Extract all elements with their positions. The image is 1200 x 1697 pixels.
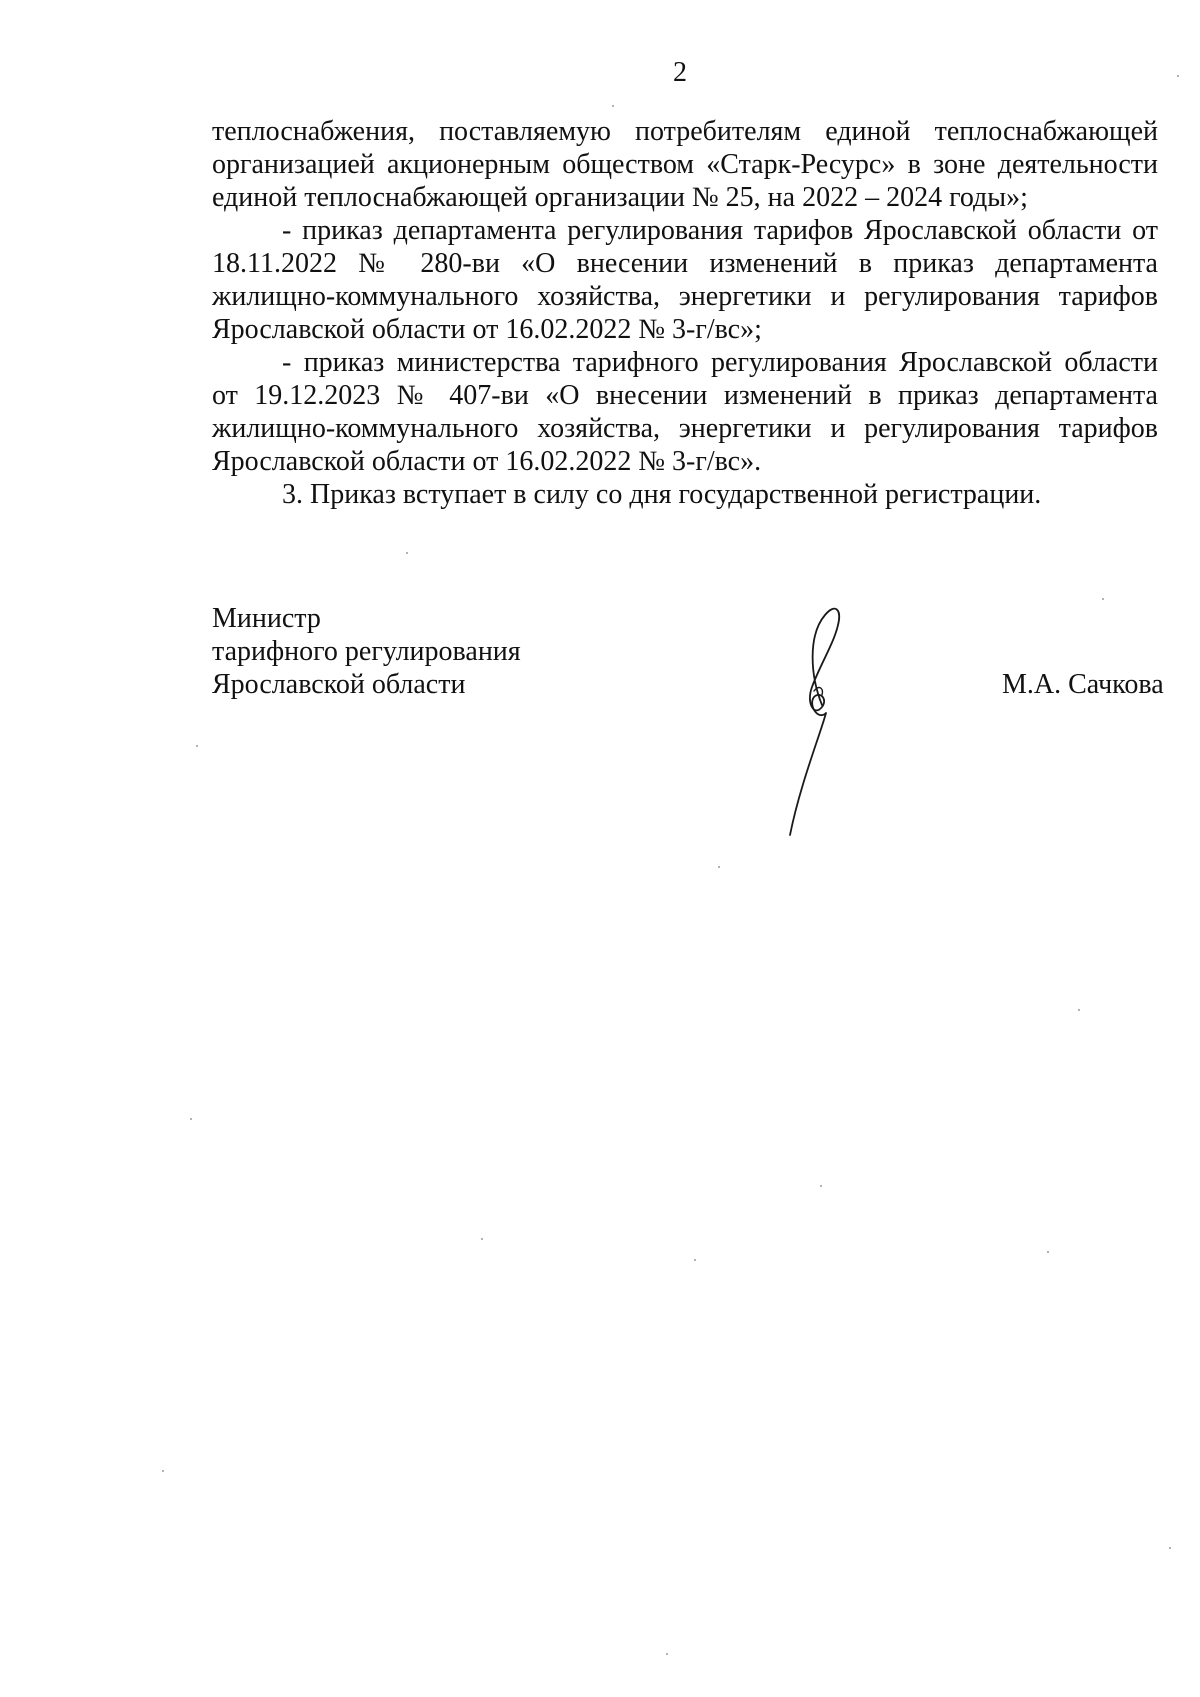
signer-title [212,602,632,701]
scan-speck [406,552,408,554]
paragraph-order-407: - приказ министерства тарифного регулирования Ярославской области от 19.12.2023 № 407-ви «О внесении изменений в приказ департамента жилищно-коммунального хозяйства, энергетики и регулирования тарифов Ярославской области от 16.02.2022 № 3-г/вс». [212,347,1158,477]
paragraph-continuation: теплоснабжения, поставляемую потребителям единой теплоснабжающей организацией акционерным обществом «Старк-Ресурс» в зоне деятельности единой теплоснабжающей организации № 25, на 2022 – 2024 годы»; [212,116,1158,213]
signer-title-line: Министр [212,603,321,634]
scan-speck [196,745,198,747]
scan-speck [1047,1251,1049,1253]
scan-speck [694,1259,696,1261]
scan-speck [481,1238,483,1240]
paragraph-order-280: - приказ департамента регулирования тарифов Ярославской области от 18.11.2022 № 280-ви «О внесении изменений в приказ департамента жилищно-коммунального хозяйства, энергетики и регулирования тарифов Ярославской области от 16.02.2022 № 3-г/вс»; [212,215,1158,345]
page-number [0,56,1200,90]
scan-speck [1078,1009,1080,1011]
signer-title-line: Ярославской области [212,669,466,700]
scan-speck [1169,1547,1171,1549]
scan-speck [162,1470,164,1472]
signer-name: М.А. Сачкова [1002,669,1164,700]
scan-speck [718,866,720,868]
scan-speck [1102,598,1104,600]
scan-speck [190,1118,192,1120]
scan-speck [612,105,614,107]
signature-icon [770,595,880,845]
handwritten-signature [770,595,880,845]
signature-block [212,602,1192,842]
paragraph-effective-date: 3. Приказ вступает в силу со дня государственной регистрации. [282,479,1042,510]
document-body [212,115,1158,511]
scan-speck [820,1185,822,1187]
page-number-text: 2 [673,57,687,88]
scan-speck [666,1653,668,1655]
scan-speck [1177,75,1179,77]
signer-title-line: тарифного регулирования [212,636,521,667]
